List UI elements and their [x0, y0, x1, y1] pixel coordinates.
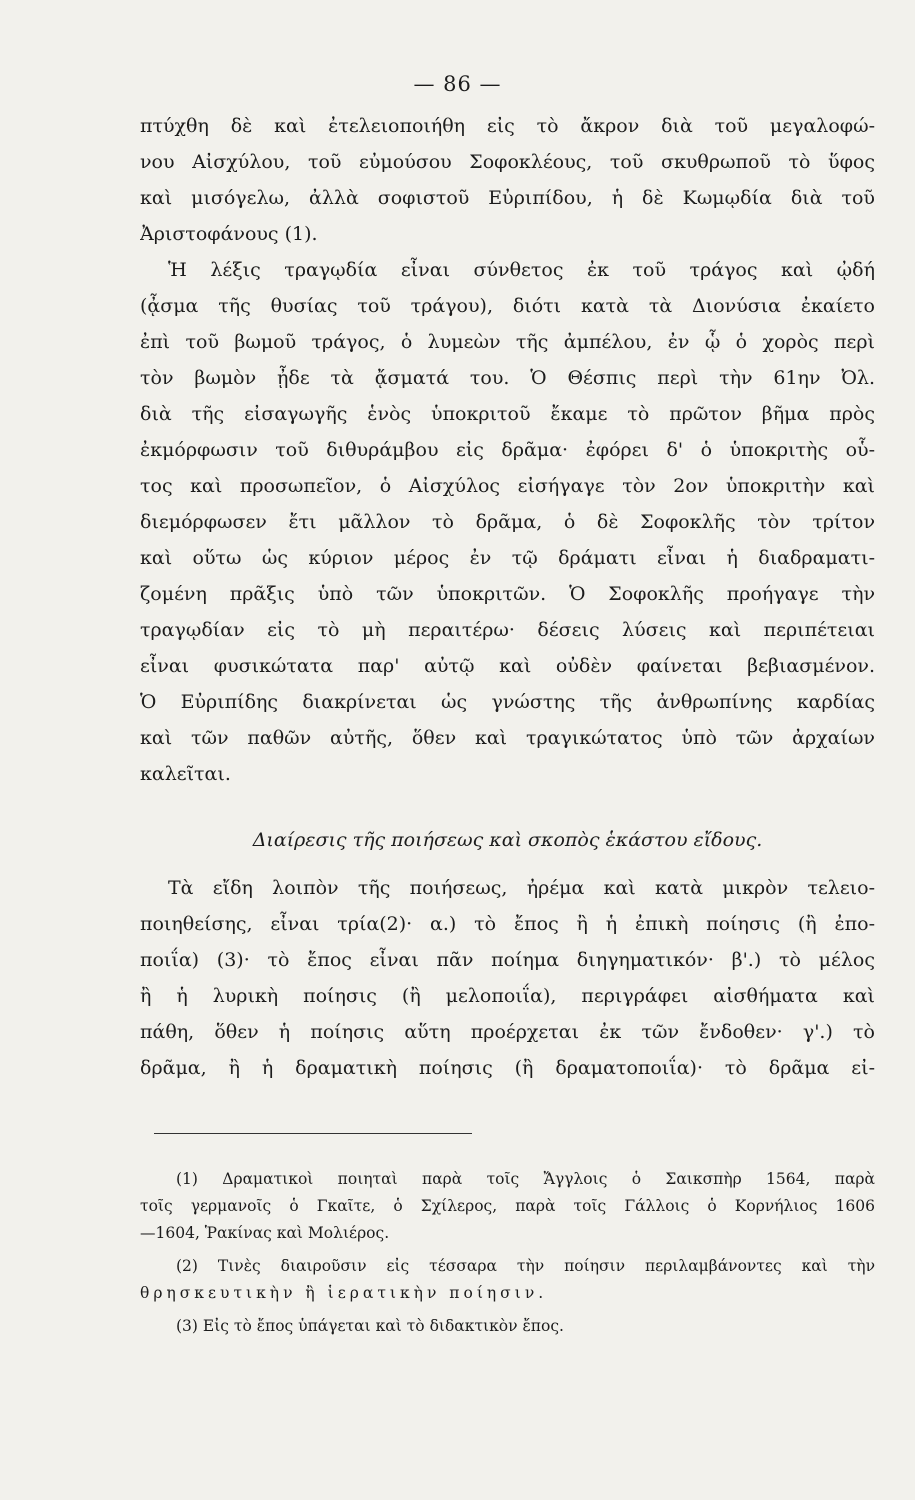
text-line: ζομένη πρᾶξις ὑπὸ τῶν ὑποκριτῶν. Ὁ Σοφοκλῆς προήγαγε τὴν: [140, 583, 875, 605]
text-line: Ὁ Εὐριπίδης διακρίνεται ὡς γνώστης τῆς ἀνθρωπίνης καρδίας: [140, 691, 875, 713]
text-line: καὶ μισόγελω, ἀλλὰ σοφιστοῦ Εὐριπίδου, ἡ δὲ Κωμῳδία διὰ τοῦ: [140, 187, 875, 209]
text-line: τραγῳδίαν εἰς τὸ μὴ περαιτέρω· δέσεις λύσεις καὶ περιπέτειαι: [140, 619, 875, 641]
text-line: τὸν βωμὸν ᾖδε τὰ ᾄσματά του. Ὁ Θέσπις περὶ τὴν 61ην Ὀλ.: [140, 367, 875, 389]
text-line: (ᾆσμα τῆς θυσίας τοῦ τράγου), διότι κατὰ τὰ Διονύσια ἐκαίετο: [140, 295, 875, 317]
text-line: διεμόρφωσεν ἔτι μᾶλλον τὸ δρᾶμα, ὁ δὲ Σοφοκλῆς τὸν τρίτον: [140, 511, 875, 533]
text-line: ποιηθείσης, εἶναι τρία(2)· α.) τὸ ἔπος ἢ ἡ ἐπικὴ ποίησις (ἢ ἐπο-: [140, 913, 875, 935]
text-line: καὶ τῶν παθῶν αὐτῆς, ὅθεν καὶ τραγικώτατος ὑπὸ τῶν ἀρχαίων: [140, 727, 875, 749]
text-line: Τὰ εἴδη λοιπὸν τῆς ποιήσεως, ἠρέμα καὶ κατὰ μικρὸν τελειο-: [168, 877, 875, 899]
text-line: ἐπὶ τοῦ βωμοῦ τράγος, ὁ λυμεὼν τῆς ἀμπέλου, ἐν ᾧ ὁ χορὸς περὶ: [140, 331, 875, 353]
text-line: Ἀριστοφάνους (1).: [140, 223, 318, 245]
main-text: [140, 108, 875, 1086]
page-number: — 86 —: [413, 72, 502, 96]
text-line: ποιΐα) (3)· τὸ ἔπος εἶναι πᾶν ποίημα διηγηματικόν· β'.) τὸ μέλος: [140, 949, 875, 971]
text-line: καὶ οὕτω ὡς κύριον μέρος ἐν τῷ δράματι εἶναι ἡ διαδραματι-: [140, 547, 875, 569]
text-line: εἶναι φυσικώτατα παρ' αὐτῷ καὶ οὐδὲν φαίνεται βεβιασμένον.: [140, 655, 875, 677]
text-line: ἢ ἡ λυρικὴ ποίησις (ἢ μελοποιΐα), περιγράφει αἰσθήματα καὶ: [140, 985, 875, 1007]
text-line: πτύχθη δὲ καὶ ἐτελειοποιήθη εἰς τὸ ἄκρον διὰ τοῦ μεγαλοφώ-: [140, 115, 875, 137]
text-line: δρᾶμα, ἢ ἡ δραματικὴ ποίησις (ἢ δραματοποιΐα)· τὸ δρᾶμα εἰ-: [140, 1057, 875, 1079]
text-line: διὰ τῆς εἰσαγωγῆς ἑνὸς ὑποκριτοῦ ἔκαμε τὸ πρῶτον βῆμα πρὸς: [140, 403, 875, 425]
text-line: νου Αἰσχύλου, τοῦ εὐμούσου Σοφοκλέους, τοῦ σκυθρωποῦ τὸ ὕφος: [140, 151, 875, 173]
text-line: πάθη, ὅθεν ἡ ποίησις αὕτη προέρχεται ἐκ τῶν ἔνδοθεν· γ'.) τὸ: [140, 1021, 875, 1043]
footnote-line: —1604, Ῥακίνας καὶ Μολιέρος.: [140, 1224, 390, 1242]
footnote-line: τοῖς γερμανοῖς ὁ Γκαῖτε, ὁ Σχίλερος, παρὰ τοῖς Γάλλοις ὁ Κορνήλιος 1606: [140, 1197, 875, 1215]
spacer: [140, 792, 875, 822]
footnote-line: (3) Εἰς τὸ ἔπος ὑπάγεται καὶ τὸ διδακτικὸν ἔπος.: [176, 1317, 564, 1335]
text-line: Ἡ λέξις τραγῳδία εἶναι σύνθετος ἐκ τοῦ τράγος καὶ ᾠδή: [168, 259, 875, 281]
text-line: ἐκμόρφωσιν τοῦ διθυράμβου εἰς δρᾶμα· ἐφόρει δ' ὁ ὑποκριτὴς οὗ-: [140, 439, 875, 461]
spacer: [140, 858, 875, 870]
section-heading: Διαίρεσις τῆς ποιήσεως καὶ σκοπὸς ἑκάστου εἴδους.: [252, 829, 763, 851]
footnote-divider: [154, 1133, 472, 1134]
footnote-line: (2) Τινὲς διαιροῦσιν εἰς τέσσαρα τὴν ποίησιν περιλαμβάνοντες καὶ τὴν: [176, 1257, 875, 1275]
footnotes: [140, 1166, 875, 1340]
text-line: τος καὶ προσωπεῖον, ὁ Αἰσχύλος εἰσήγαγε τὸν 2ον ὑποκριτὴν καὶ: [140, 475, 875, 497]
footnote-line: θρησκευτικὴν ἢ ἱερατικὴν ποίησιν.: [140, 1284, 548, 1302]
text-line: καλεῖται.: [140, 763, 231, 785]
footnote-line: (1) Δραματικοὶ ποιηταὶ παρὰ τοῖς Ἄγγλοις ὁ Σαικσπὴρ 1564, παρὰ: [176, 1170, 875, 1188]
